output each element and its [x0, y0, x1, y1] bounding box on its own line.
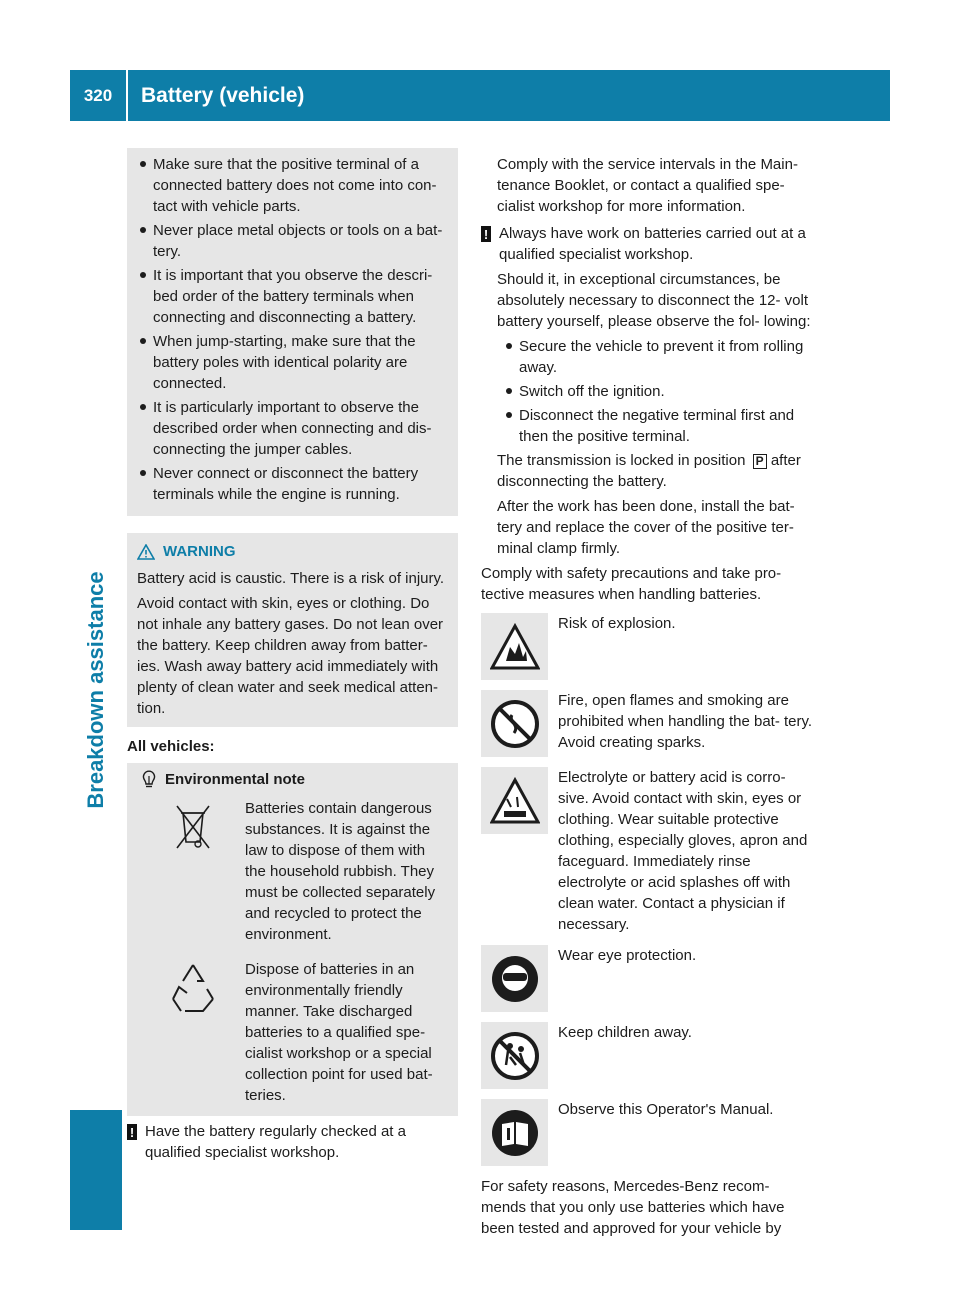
warning-text: Battery acid is caustic. There is a risk of injury.	[137, 570, 445, 587]
disconnect-intro: Should it, in exceptional circumstances, be absolutely necessary to disconnect the 12- volt battery yourself, please observe the fol- lowing:	[497, 271, 811, 330]
env-heading	[141, 769, 450, 790]
env-item-recycle	[141, 959, 450, 1106]
page-header	[70, 70, 890, 121]
corrosive-warning-icon	[481, 767, 548, 834]
symbol-row-eye-protection	[481, 945, 815, 1012]
notice-text: Have the battery regularly checked at a qualified specialist workshop.	[145, 1123, 406, 1161]
section-side-label: Breakdown assistance	[83, 571, 108, 809]
disconnect-steps-list	[497, 336, 815, 447]
symbol-text: Electrolyte or battery acid is corro- sive. Avoid contact with skin, eyes or clothing. Wear suitable protective clothing, especially gloves, apron and faceguard. Immediately rinse electrolyte or acid splashes off with clean water. Contact a physician if necessary.	[558, 769, 808, 933]
operators-manual-icon	[481, 1099, 548, 1166]
env-disposal-text: Batteries contain dangerous substances. It is against the law to dispose of them with the household rubbish. They must be collected separately and recycled to protect the environment.	[245, 800, 436, 943]
recycle-icon	[163, 959, 223, 1017]
symbol-row-manual	[481, 1099, 815, 1166]
after-work-text: After the work has been done, install the bat- tery and replace the cover of the positive ter- minal clamp firmly.	[497, 498, 795, 557]
env-title: Environmental note	[165, 771, 306, 788]
explosion-warning-icon	[481, 613, 548, 680]
symbol-row-corrosive	[481, 767, 815, 935]
symbol-text: Fire, open flames and smoking are prohibited when handling the bat- tery. Avoid creating sparks.	[558, 692, 813, 751]
notice-work-on-batteries	[481, 223, 815, 265]
notice-icon: !	[481, 226, 491, 242]
notice-icon: !	[127, 1124, 137, 1140]
transmission-lock-after: after disconnecting the battery.	[497, 452, 801, 490]
symbol-row-children-away	[481, 1022, 815, 1089]
environmental-note-box	[127, 763, 458, 1116]
list-item: Never connect or disconnect the battery terminals while the engine is running.	[139, 463, 450, 505]
page-title: Battery (vehicle)	[141, 83, 305, 107]
warning-label: WARNING	[163, 543, 236, 560]
env-recycle-text: Dispose of batteries in an environmentally friendly manner. Take discharged batteries to a qualified spe- cialist workshop or a special collection point for used bat- teries.	[245, 961, 433, 1104]
list-item: Switch off the ignition.	[505, 381, 815, 402]
symbol-row-explosion	[481, 613, 815, 680]
transmission-lock-text	[497, 450, 815, 492]
section-tab-marker	[70, 1110, 122, 1230]
park-position-icon: P	[753, 454, 767, 469]
page-number: 320	[83, 85, 113, 105]
lightbulb-icon	[141, 770, 157, 790]
warning-box	[127, 533, 458, 727]
right-column	[481, 154, 815, 1243]
symbol-row-no-fire	[481, 690, 815, 757]
symbol-text: Wear eye protection.	[558, 947, 697, 964]
list-item: When jump-starting, make sure that the battery poles with identical polarity are connected.	[139, 331, 450, 394]
symbol-text: Risk of explosion.	[558, 615, 676, 632]
notice-battery-check	[127, 1121, 458, 1163]
transmission-lock-label: The transmission is locked in position	[497, 452, 746, 469]
approved-batteries-text: For safety reasons, Mercedes-Benz recom- mends that you only use batteries which have been tested and approved for your vehicle by	[481, 1178, 785, 1237]
list-item: Disconnect the negative terminal first and then the positive terminal.	[505, 405, 815, 447]
safety-precautions-text: Comply with safety precautions and take pro- tective measures when handling batteries.	[481, 565, 782, 603]
list-item: Secure the vehicle to prevent it from rolling away.	[505, 336, 815, 378]
list-item: It is particularly important to observe the described order when connecting and dis- connecting the jumper cables.	[139, 397, 450, 460]
battery-precautions-box	[127, 148, 458, 516]
symbol-text: Keep children away.	[558, 1024, 692, 1041]
eye-protection-icon	[481, 945, 548, 1012]
warning-heading	[137, 541, 450, 562]
notice-text: Always have work on batteries carried out at a qualified specialist workshop.	[499, 225, 806, 263]
precautions-list	[139, 154, 450, 505]
symbol-text: Observe this Operator's Manual.	[558, 1101, 774, 1118]
env-item-disposal	[141, 798, 450, 945]
keep-children-away-icon	[481, 1022, 548, 1089]
warning-triangle-icon	[137, 544, 155, 560]
list-item: Never place metal objects or tools on a bat- tery.	[139, 220, 450, 262]
all-vehicles-heading: All vehicles:	[127, 738, 215, 755]
no-open-flame-icon	[481, 690, 548, 757]
warning-text: Avoid contact with skin, eyes or clothing. Do not inhale any battery gases. Do not lean over the battery. Keep children away from batter- ies. Wash away battery acid immediately with plenty of clean water and seek medical atten- tion.	[137, 595, 444, 717]
disconnect-instructions	[481, 269, 815, 559]
list-item: Make sure that the positive terminal of a connected battery does not come into con- tact with vehicle parts.	[139, 154, 450, 217]
list-item: It is important that you observe the descri- bed order of the battery terminals when connecting and disconnecting a battery.	[139, 265, 450, 328]
service-interval-text: Comply with the service intervals in the Main- tenance Booklet, or contact a qualified spe- cialist workshop for more information.	[497, 156, 798, 215]
crossed-bin-icon	[163, 798, 223, 856]
